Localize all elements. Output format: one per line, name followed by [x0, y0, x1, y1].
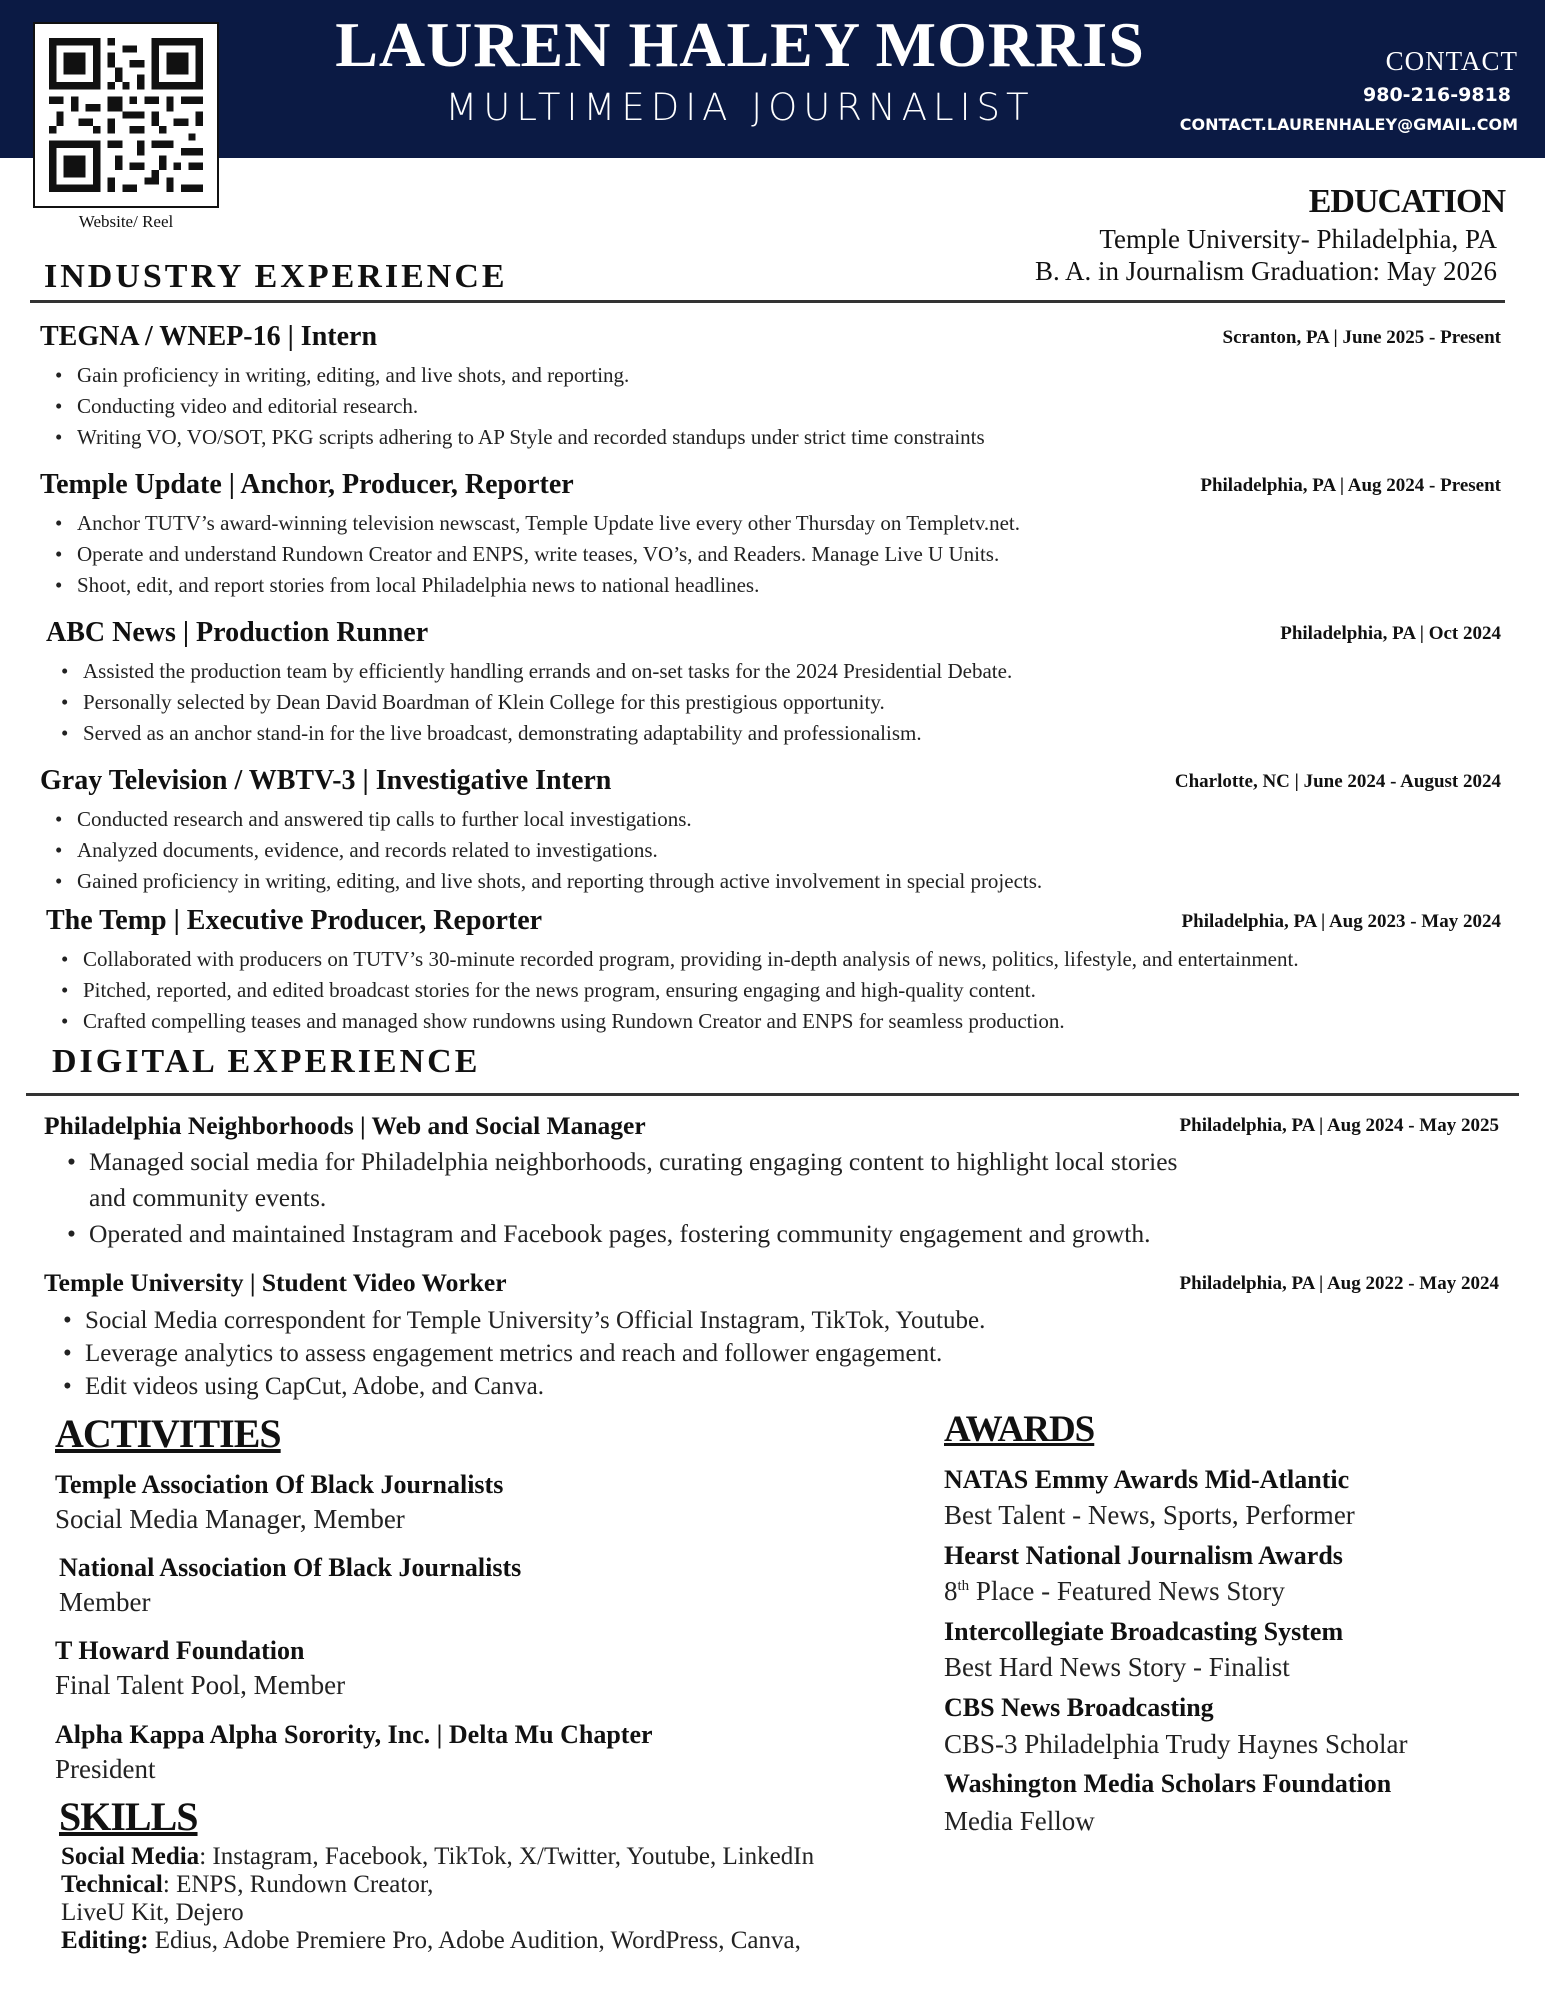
qr-code-icon[interactable]: [33, 22, 219, 208]
award-detail: [944, 1576, 1285, 1607]
award-org: Intercollegiate Broadcasting System: [944, 1617, 1344, 1646]
list-item: • Gained proficiency in writing, editing, and live shots, and reporting through active involvement in special projects.: [38, 866, 1042, 897]
awards-title: AWARDS: [944, 1409, 1095, 1450]
job-bullets: [50, 1144, 1177, 1252]
award-org: Hearst National Journalism Awards: [944, 1541, 1343, 1570]
award-detail-ordinal: 8: [944, 1576, 958, 1606]
skill-sep: :: [199, 1843, 207, 1870]
activity-role: Member: [59, 1587, 151, 1617]
digital-experience-title: DIGITAL EXPERIENCE: [52, 1043, 481, 1080]
list-item: • Operated and maintained Instagram and Facebook pages, fostering community engagement and growth.: [50, 1216, 1177, 1252]
job-meta: Philadelphia, PA | Aug 2024 - Present: [1200, 475, 1501, 496]
section-divider: [26, 1093, 1519, 1096]
list-item: • Gain proficiency in writing, editing, and live shots, and reporting.: [38, 360, 985, 391]
job-title: ABC News | Production Runner: [46, 617, 429, 648]
activity-role: President: [55, 1754, 156, 1784]
job-bullets: [44, 944, 1299, 1037]
skill-text: LiveU Kit, Dejero: [61, 1899, 244, 1926]
candidate-name: LAUREN HALEY MORRIS: [335, 9, 1145, 80]
award-detail-superscript: th: [957, 1578, 970, 1594]
education-degree: B. A. in Journalism Graduation: May 2026: [1035, 256, 1497, 286]
education-school: Temple University- Philadelphia, PA: [1099, 224, 1497, 254]
list-item: • Edit videos using CapCut, Adobe, and Canva.: [46, 1370, 985, 1403]
job-title: Philadelphia Neighborhoods | Web and Social Manager: [44, 1111, 646, 1140]
qr-caption: Website/ Reel: [78, 212, 174, 231]
award-detail: Best Hard News Story - Finalist: [944, 1652, 1290, 1682]
industry-experience-title: INDUSTRY EXPERIENCE: [44, 258, 508, 295]
award-detail: CBS-3 Philadelphia Trudy Haynes Scholar: [944, 1729, 1408, 1759]
job-title: The Temp | Executive Producer, Reporter: [46, 905, 543, 936]
skill-label: Technical: [61, 1871, 163, 1898]
job-meta: Philadelphia, PA | Aug 2023 - May 2024: [1181, 911, 1501, 932]
job-title: TEGNA / WNEP-16 | Intern: [40, 321, 378, 352]
activity-role: Social Media Manager, Member: [55, 1504, 405, 1534]
job-bullets: [38, 360, 985, 453]
job-meta: Philadelphia, PA | Aug 2024 - May 2025: [1179, 1115, 1499, 1136]
job-meta: Philadelphia, PA | Oct 2024: [1280, 623, 1501, 644]
list-item: • Anchor TUTV’s award-winning television newscast, Temple Update live every other Thursday on Templetv.net.: [38, 508, 1020, 539]
list-item: • Conducting video and editorial research.: [38, 391, 985, 422]
job-meta: Philadelphia, PA | Aug 2022 - May 2024: [1179, 1273, 1499, 1294]
job-bullets: [38, 508, 1020, 601]
list-item: • Conducted research and answered tip calls to further local investigations.: [38, 804, 1042, 835]
list-item: • Leverage analytics to assess engagement metrics and reach and follower engagement.: [46, 1337, 985, 1370]
skill-text: Instagram, Facebook, TikTok, X/Twitter, Youtube, LinkedIn: [206, 1843, 815, 1870]
award-detail: Media Fellow: [944, 1806, 1095, 1836]
list-item: • Pitched, reported, and edited broadcast stories for the news program, ensuring engaging and high-quality content.: [44, 975, 1299, 1006]
job-title: Temple Update | Anchor, Producer, Reporter: [40, 469, 574, 500]
activity-org: Temple Association Of Black Journalists: [55, 1470, 504, 1499]
list-item: • Analyzed documents, evidence, and records related to investigations.: [38, 835, 1042, 866]
job-meta: Scranton, PA | June 2025 - Present: [1222, 327, 1501, 348]
activity-org: T Howard Foundation: [55, 1636, 305, 1665]
job-bullets: [46, 1304, 985, 1403]
award-detail: Best Talent - News, Sports, Performer: [944, 1500, 1355, 1530]
award-org: Washington Media Scholars Foundation: [944, 1769, 1392, 1798]
list-item: • Operate and understand Rundown Creator and ENPS, write teases, VO’s, and Readers. Manage Live U Units.: [38, 539, 1020, 570]
activity-org: National Association Of Black Journalists: [59, 1553, 522, 1582]
skill-sep: :: [162, 1871, 170, 1898]
activity-org: Alpha Kappa Alpha Sorority, Inc. | Delta Mu Chapter: [55, 1720, 653, 1749]
list-item: • Crafted compelling teases and managed show rundowns using Rundown Creator and ENPS for seamless production.: [44, 1006, 1299, 1037]
job-title: Gray Television / WBTV-3 | Investigative Intern: [40, 765, 612, 796]
skill-line: [61, 1871, 433, 1899]
job-title: Temple University | Student Video Worker: [44, 1268, 507, 1297]
job-bullets: [38, 804, 1042, 897]
skill-line: [61, 1927, 801, 1955]
education-title: EDUCATION: [1308, 183, 1505, 220]
list-item: • Writing VO, VO/SOT, PKG scripts adhering to AP Style and recorded standups under strict time constraints: [38, 422, 985, 453]
skill-label: Editing:: [61, 1927, 149, 1954]
job-bullets: [44, 656, 1012, 749]
skill-line: [61, 1843, 814, 1871]
skill-text: ENPS, Rundown Creator,: [169, 1871, 434, 1898]
list-item: • Served as an anchor stand-in for the live broadcast, demonstrating adaptability and professionalism.: [44, 718, 1012, 749]
skills-title: SKILLS: [59, 1794, 198, 1839]
skill-text: Edius, Adobe Premiere Pro, Adobe Audition, WordPress, Canva,: [148, 1927, 801, 1954]
award-detail-text: Place - Featured News Story: [969, 1576, 1285, 1606]
list-item: • Collaborated with producers on TUTV’s 30-minute recorded program, providing in-depth analysis of news, politics, lifestyle, and entertainment.: [44, 944, 1299, 975]
header-banner: [0, 0, 1545, 158]
list-item: • Personally selected by Dean David Boardman of Klein College for this prestigious opportunity.: [44, 687, 1012, 718]
contact-phone[interactable]: 980-216-9818: [1363, 84, 1511, 106]
section-divider: [30, 300, 1505, 303]
candidate-role: MULTIMEDIA JOURNALIST: [445, 86, 1035, 129]
list-item: • Shoot, edit, and report stories from local Philadelphia news to national headlines.: [38, 570, 1020, 601]
list-item: • Social Media correspondent for Temple University’s Official Instagram, TikTok, Youtube.: [46, 1304, 985, 1337]
job-meta: Charlotte, NC | June 2024 - August 2024: [1174, 771, 1501, 792]
list-item: • Assisted the production team by efficiently handling errands and on-set tasks for the 2024 Presidential Debate.: [44, 656, 1012, 687]
activities-title: ACTIVITIES: [55, 1411, 281, 1456]
award-org: NATAS Emmy Awards Mid-Atlantic: [944, 1465, 1350, 1494]
contact-label: CONTACT: [1385, 46, 1518, 76]
skill-label: Social Media: [61, 1843, 200, 1870]
activity-role: Final Talent Pool, Member: [55, 1670, 346, 1700]
skill-line: [61, 1899, 244, 1927]
list-item: • Managed social media for Philadelphia neighborhoods, curating engaging content to highlight local stories: [50, 1144, 1177, 1180]
list-item: and community events.: [89, 1183, 327, 1212]
award-org: CBS News Broadcasting: [944, 1693, 1214, 1722]
contact-email[interactable]: CONTACT.LAURENHALEY@GMAIL.COM: [1179, 115, 1518, 134]
